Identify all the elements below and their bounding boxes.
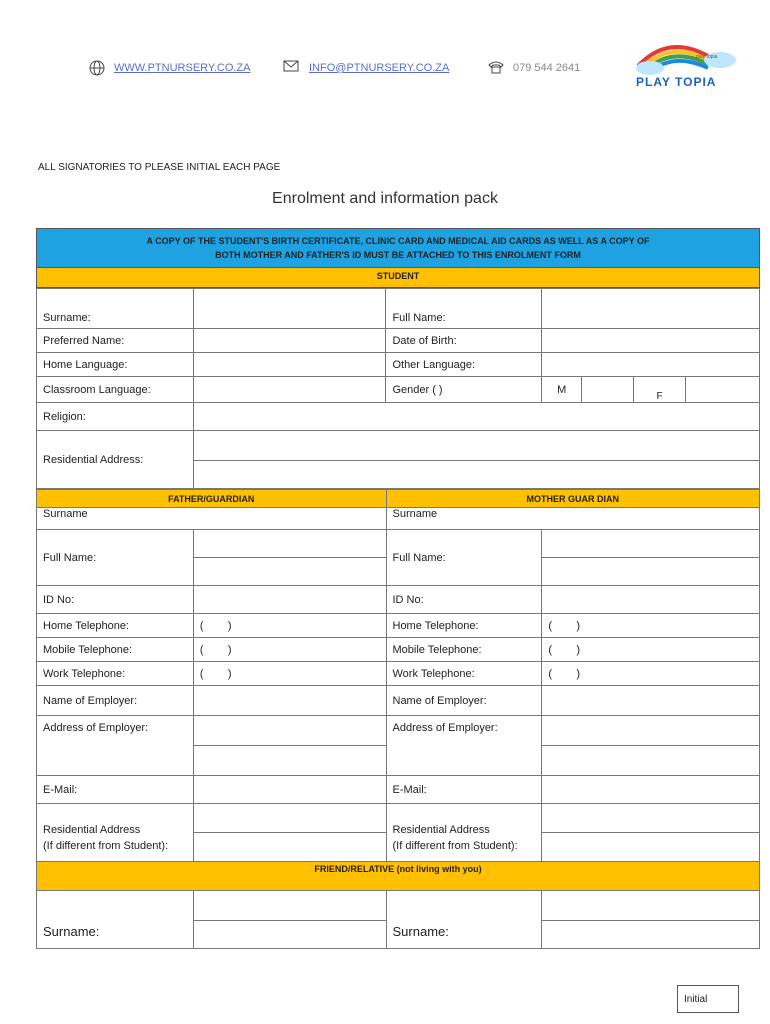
envelope-icon: [283, 60, 301, 76]
father-res-address-field-1[interactable]: [193, 804, 386, 833]
father-full-name-label: Full Name:: [37, 530, 194, 586]
student-table: [36, 288, 760, 489]
religion-field[interactable]: [193, 403, 759, 431]
student-full-name-field[interactable]: [542, 289, 760, 329]
mother-employer-address-field-1[interactable]: [542, 716, 760, 746]
parents-table: [36, 489, 760, 949]
father-employer-address-field-1[interactable]: [193, 716, 386, 746]
mother-home-tel-field[interactable]: ( ): [542, 614, 760, 638]
residential-address-label: Residential Address:: [37, 431, 194, 489]
father-employer-address-field-2[interactable]: [193, 746, 386, 776]
mother-res-address-note: (If different from Student):: [392, 839, 518, 852]
mother-heading: MOTHER GUAR DIAN: [386, 490, 760, 508]
father-employer-address-label: Address of Employer:: [37, 716, 194, 776]
father-home-tel-label: Home Telephone:: [37, 614, 194, 638]
banner-line-2: BOTH MOTHER AND FATHER'S ID MUST BE ATTACHED TO THIS ENROLMENT FORM: [215, 250, 581, 260]
website-contact: [88, 58, 251, 78]
mother-employer-field[interactable]: [542, 686, 760, 716]
father-employer-label: Name of Employer:: [37, 686, 194, 716]
mother-employer-address-field-2[interactable]: [542, 746, 760, 776]
gender-m-field[interactable]: [582, 377, 634, 403]
friend-surname-field-2b[interactable]: [542, 921, 760, 949]
gender-f-label: F: [634, 377, 686, 403]
father-work-tel-field[interactable]: ( ): [193, 662, 386, 686]
friend-heading: FRIEND/RELATIVE (not living with you): [37, 862, 760, 891]
father-surname-label: Surname: [37, 508, 387, 530]
mother-work-tel-label: Work Telephone:: [386, 662, 542, 686]
student-surname-field[interactable]: [193, 289, 386, 329]
father-id-label: ID No:: [37, 586, 194, 614]
father-home-tel-field[interactable]: ( ): [193, 614, 386, 638]
father-email-field[interactable]: [193, 776, 386, 804]
mother-mobile-label: Mobile Telephone:: [386, 638, 542, 662]
father-work-tel-label: Work Telephone:: [37, 662, 194, 686]
father-email-label: E-Mail:: [37, 776, 194, 804]
phone-number: 079 544 2641: [513, 62, 581, 74]
mother-res-address-title: Residential Address: [392, 823, 490, 836]
mother-full-name-field-2[interactable]: [542, 558, 760, 586]
friend-surname-label-2: Surname:: [386, 891, 542, 949]
mother-mobile-field[interactable]: ( ): [542, 638, 760, 662]
home-language-label: Home Language:: [37, 353, 194, 377]
full-name-label: Full Name:: [386, 289, 542, 329]
mother-id-label: ID No:: [386, 586, 542, 614]
banner-line-1: A COPY OF THE STUDENT'S BIRTH CERTIFICATE, CLINIC CARD AND MEDICAL AID CARDS AS WELL AS A COPY OF: [146, 236, 650, 246]
mother-full-name-label: Full Name:: [386, 530, 542, 586]
mother-surname-label: Surname: [386, 508, 760, 530]
friend-surname-field-2a[interactable]: [542, 891, 760, 921]
mother-employer-address-label: Address of Employer:: [386, 716, 542, 776]
enrolment-form: [36, 228, 760, 949]
preferred-name-field[interactable]: [193, 329, 386, 353]
classroom-language-field[interactable]: [193, 377, 386, 403]
classroom-language-label: Classroom Language:: [37, 377, 194, 403]
father-res-address-field-2[interactable]: [193, 833, 386, 862]
father-mobile-label: Mobile Telephone:: [37, 638, 194, 662]
telephone-icon: [487, 60, 505, 76]
residential-address-field-2[interactable]: [193, 461, 759, 489]
mother-email-label: E-Mail:: [386, 776, 542, 804]
phone-contact: [487, 58, 580, 78]
friend-surname-label-1: Surname:: [37, 891, 194, 949]
other-language-field[interactable]: [542, 353, 760, 377]
father-full-name-field-1[interactable]: [193, 530, 386, 558]
logo-small-text: play topia: [696, 54, 718, 60]
father-mobile-field[interactable]: ( ): [193, 638, 386, 662]
student-heading: STUDENT: [36, 268, 760, 288]
logo-text: PLAY TOPIA: [636, 75, 717, 89]
mother-email-field[interactable]: [542, 776, 760, 804]
playtopia-logo: [628, 38, 744, 94]
father-heading: FATHER/GUARDIAN: [37, 490, 387, 508]
other-language-label: Other Language:: [386, 353, 542, 377]
surname-label: Surname:: [37, 289, 194, 329]
mother-employer-label: Name of Employer:: [386, 686, 542, 716]
friend-surname-field-1a[interactable]: [193, 891, 386, 921]
father-employer-field[interactable]: [193, 686, 386, 716]
father-res-address-title: Residential Address: [43, 823, 141, 836]
home-language-field[interactable]: [193, 353, 386, 377]
page-title: Enrolment and information pack: [272, 190, 498, 207]
signatories-notice: ALL SIGNATORIES TO PLEASE INITIAL EACH PAGE: [38, 162, 281, 173]
attachment-banner: [36, 228, 760, 268]
gender-f-field[interactable]: [686, 377, 760, 403]
dob-label: Date of Birth:: [386, 329, 542, 353]
initial-box[interactable]: Initial: [677, 985, 739, 1013]
father-res-address-label: [37, 804, 194, 862]
father-full-name-field-2[interactable]: [193, 558, 386, 586]
mother-home-tel-label: Home Telephone:: [386, 614, 542, 638]
mother-res-address-field-2[interactable]: [542, 833, 760, 862]
gender-label: Gender ( ): [386, 377, 542, 403]
email-contact: [283, 58, 449, 78]
residential-address-field-1[interactable]: [193, 431, 759, 461]
mother-work-tel-field[interactable]: ( ): [542, 662, 760, 686]
dob-field[interactable]: [542, 329, 760, 353]
email-link[interactable]: INFO@PTNURSERY.CO.ZA: [309, 62, 450, 74]
mother-full-name-field-1[interactable]: [542, 530, 760, 558]
gender-m-label: M: [542, 377, 582, 403]
father-id-field[interactable]: [193, 586, 386, 614]
friend-surname-field-1b[interactable]: [193, 921, 386, 949]
preferred-name-label: Preferred Name:: [37, 329, 194, 353]
website-link[interactable]: WWW.PTNURSERY.CO.ZA: [114, 62, 251, 74]
globe-icon: [88, 60, 106, 76]
religion-label: Religion:: [37, 403, 194, 431]
mother-id-field[interactable]: [542, 586, 760, 614]
mother-res-address-field-1[interactable]: [542, 804, 760, 833]
mother-res-address-label: [386, 804, 542, 862]
father-res-address-note: (If different from Student):: [43, 839, 169, 852]
